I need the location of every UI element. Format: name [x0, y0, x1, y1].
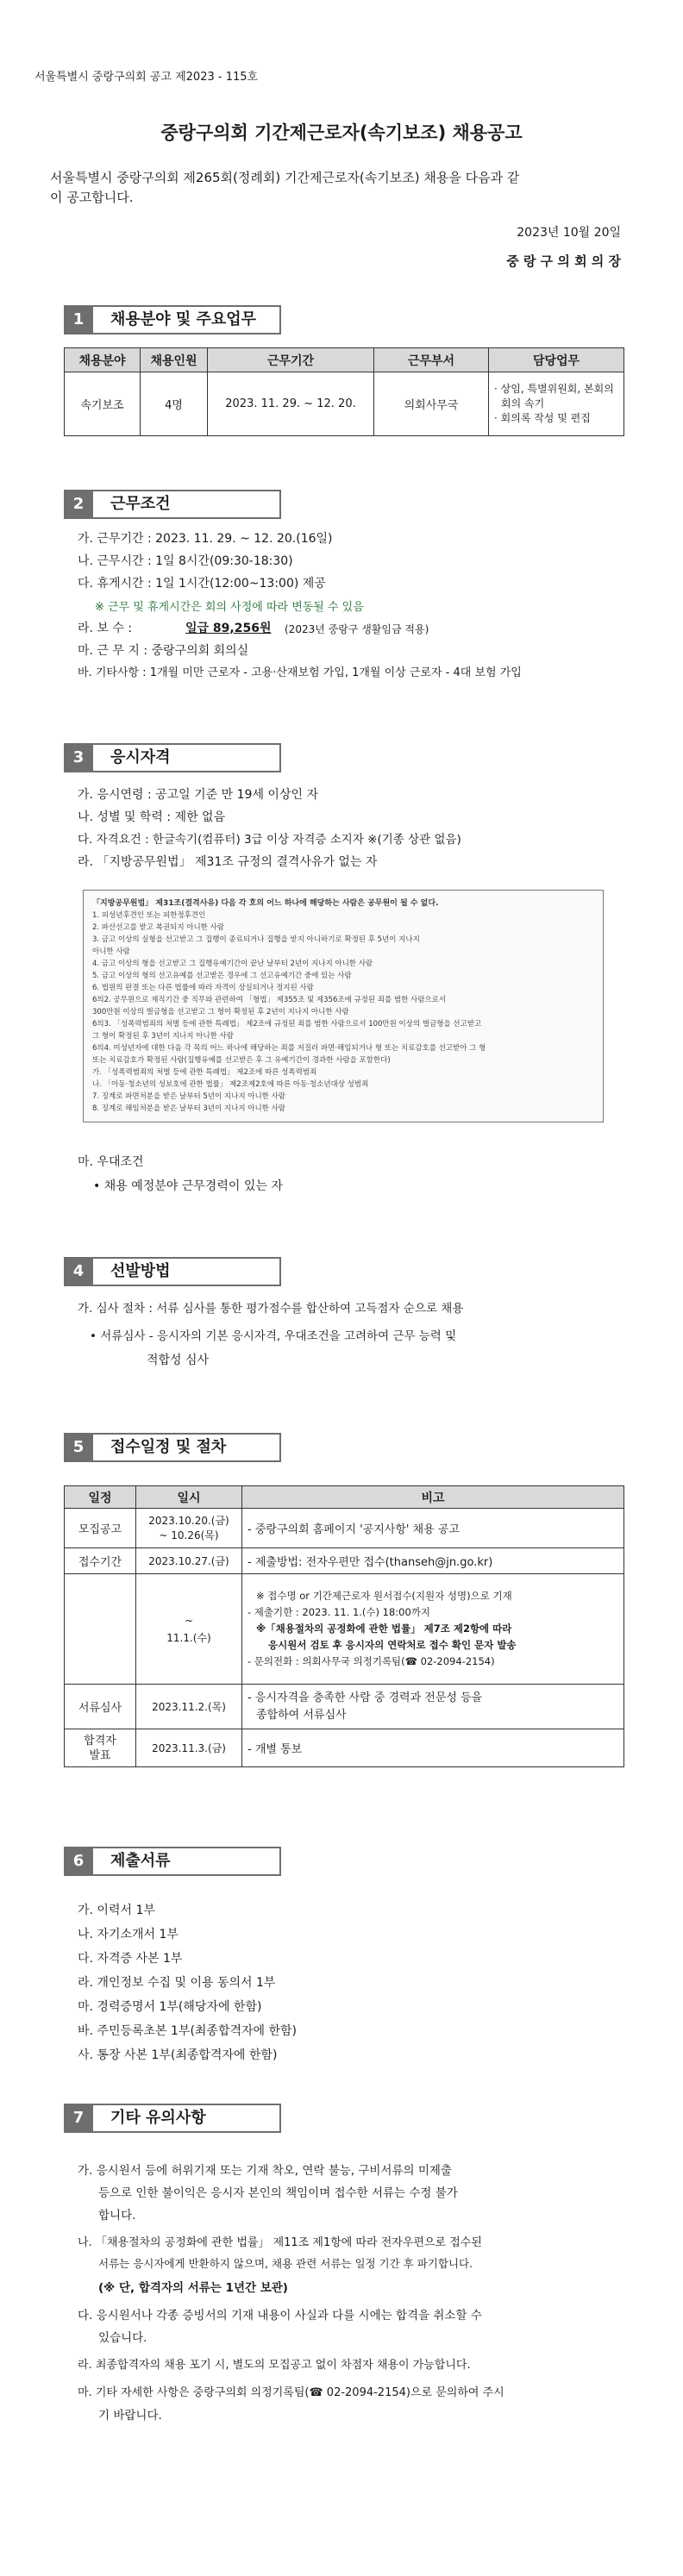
- notice-number: 서울특별시 중랑구의회 공고 제2023 - 115호: [34, 71, 259, 84]
- law-excerpt-box: [83, 890, 604, 1122]
- schedule-detail: ※ 접수명 or 기간제근로자 원서접수(지원자 성명)으로 기재: [256, 1590, 512, 1602]
- schedule-detail: - 제출기한 : 2023. 11. 1.(수) 18:00까지: [248, 1606, 431, 1618]
- note-line: 마. 기타 자세한 사항은 중랑구의회 의정기록팀(☎ 02-2094-2154)으로 문의하여 주시: [78, 2386, 504, 2399]
- document-item: 나. 자기소개서 1부: [78, 1928, 179, 1941]
- wage-note: (2023년 중랑구 생활임금 적용): [285, 623, 429, 635]
- section-title: 접수일정 및 절차: [93, 1433, 281, 1462]
- document-item: 사. 통장 사본 1부(최종합격자에 한함): [78, 2048, 278, 2062]
- section-number: 2: [64, 490, 93, 519]
- schedule-note: 종합하여 서류심사: [256, 1708, 347, 1722]
- document-item: 바. 주민등록초본 1부(최종합격자에 한함): [78, 2024, 298, 2038]
- schedule-name: 접수기간: [65, 1548, 136, 1574]
- condition-line: 라. 보 수 :: [78, 622, 133, 635]
- intro-line-1: 서울특별시 중랑구의회 제265회(정례회) 기간제근로자(속기보조) 채용을 다음과 같: [50, 170, 520, 185]
- col-header: 비고: [242, 1486, 624, 1509]
- schedule-date: 2023.10.20.(금): [148, 1514, 229, 1527]
- schedule-name: 모집공고: [65, 1509, 136, 1548]
- law-line: 가. 「성폭력범죄의 처벌 등에 관한 특례법」 제2조에 따른 성폭력범죄: [92, 1068, 317, 1077]
- note-line: 등으로 인한 불이익은 응시자 본인의 책임이며 접수한 서류는 수정 불가: [98, 2186, 458, 2200]
- job-dept: 의회사무국: [374, 372, 489, 436]
- notice-date: 2023년 10월 20일: [517, 226, 621, 240]
- schedule-note: - 제출방법: 전자우편만 접수(thanseh@jn.go.kr): [242, 1548, 624, 1574]
- section-number: 7: [64, 2104, 93, 2133]
- job-count: 4명: [141, 372, 208, 436]
- law-line: 7. 징계로 파면처분을 받은 날부터 5년이 지나지 아니한 사람: [92, 1092, 285, 1101]
- section-number: 1: [64, 305, 93, 335]
- intro-line-2: 이 공고합니다.: [50, 190, 134, 205]
- law-line: 2. 파산선고를 받고 복권되지 아니한 사람: [92, 923, 224, 932]
- law-line: 1. 피성년후견인 또는 피한정후견인: [92, 911, 206, 920]
- schedule-detail: ※「채용절차의 공정화에 관한 법률」 제7조 제2항에 따라: [256, 1623, 512, 1635]
- section-title: 근무조건: [93, 490, 281, 519]
- col-header: 일시: [136, 1486, 242, 1509]
- law-line: 5. 금고 이상의 형의 선고유예를 선고받은 경우에 그 선고유예기간 중에 있는 사람: [92, 972, 352, 980]
- col-header: 근무부서: [374, 348, 489, 372]
- law-line: 나. 「아동·청소년의 성보호에 관한 법률」 제2조제2호에 따른 아동·청소년대상 성범죄: [92, 1080, 369, 1089]
- schedule-detail: 응시원서 검토 후 응시자의 연락처로 접수 확인 문자 발송: [268, 1639, 517, 1651]
- note-line: (※ 단, 합격자의 서류는 1년간 보관): [98, 2281, 288, 2295]
- law-line: 300만원 이상의 벌금형을 선고받고 그 형이 확정된 후 2년이 지나지 아니한 사람: [92, 1008, 349, 1016]
- col-header: 채용분야: [65, 348, 141, 372]
- qualification-line: 가. 응시연령 : 공고일 기준 만 19세 이상인 자: [78, 788, 318, 802]
- schedule-date: ~ 10.26(목): [159, 1529, 219, 1541]
- duty-line: · 회의록 작성 및 편집: [494, 412, 591, 424]
- law-line: 그 형이 확정된 후 3년이 지나지 아니한 사람: [92, 1032, 234, 1041]
- schedule-name: 발표: [89, 1748, 111, 1762]
- schedule-date: 11.1.(수): [166, 1631, 211, 1644]
- schedule-name: 서류심사: [65, 1685, 136, 1729]
- schedule-name: 합격자: [84, 1734, 116, 1748]
- schedule-table: [64, 1485, 624, 1767]
- law-line: 「지방공무원법」 제31조(결격사유) 다음 각 호의 어느 하나에 해당하는 사람은 공무원이 될 수 없다.: [92, 899, 439, 908]
- note-line: 합니다.: [98, 2209, 136, 2223]
- schedule-date: ~: [184, 1614, 194, 1627]
- law-line: 8. 징계로 해임처분을 받은 날부터 3년이 지나지 아니한 사람: [92, 1104, 285, 1113]
- law-line: 6의3. 「성폭력범죄의 처벌 등에 관한 특례법」 제2조에 규정된 죄를 범한 사람으로서 100만원 이상의 벌금형을 선고받고: [92, 1020, 482, 1029]
- col-header: 채용인원: [141, 348, 208, 372]
- schedule-date: 2023.10.27.(금): [136, 1548, 242, 1574]
- section-title: 선발방법: [93, 1257, 281, 1286]
- section-title: 응시자격: [93, 743, 281, 772]
- condition-line: 바. 기타사항 : 1개월 미만 근로자 - 고용·산재보험 가입, 1개월 이상 근로자 - 4대 보험 가입: [78, 666, 522, 679]
- law-line: 아니한 사람: [92, 947, 130, 956]
- preference-item: • 채용 예정분야 근무경력이 있는 자: [93, 1179, 283, 1193]
- note-line: 가. 응시원서 등에 허위기재 또는 기재 착오, 연락 불능, 구비서류의 미제출: [78, 2164, 452, 2178]
- schedule-note: - 중랑구의회 홈페이지 '공지사항' 채용 공고: [242, 1509, 624, 1548]
- schedule-date: 2023.11.3.(금): [136, 1729, 242, 1767]
- selection-line: 적합성 심사: [147, 1354, 210, 1367]
- law-line: 4. 금고 이상의 형을 선고받고 그 집행유예기간이 끝난 날부터 2년이 지나지 아니한 사람: [92, 960, 373, 968]
- section-title: 제출서류: [93, 1847, 281, 1876]
- law-line: 6의4. 미성년자에 대한 다음 각 목의 어느 하나에 해당하는 죄를 저질러 파면·해임되거나 형 또는 치료감호를 선고받아 그 형: [92, 1044, 486, 1053]
- note-line: 있습니다.: [98, 2331, 147, 2345]
- qualification-line: 라. 「지방공무원법」 제31조 규정의 결격사유가 없는 자: [78, 855, 378, 869]
- note-line: 다. 응시원서나 각종 증빙서의 기재 내용이 사실과 다를 시에는 합격을 취소할 수: [78, 2309, 482, 2323]
- condition-note: ※ 근무 및 휴게시간은 회의 사정에 따라 변동될 수 있음: [95, 601, 364, 614]
- col-header: 일정: [65, 1486, 136, 1509]
- duty-line: 회의 속기: [501, 397, 545, 410]
- preference-title: 마. 우대조건: [78, 1155, 144, 1169]
- schedule-detail: - 문의전화 : 의회사무국 의정기록팀(☎ 02-2094-2154): [248, 1655, 495, 1667]
- condition-line: 가. 근무기간 : 2023. 11. 29. ~ 12. 20.(16일): [78, 532, 333, 546]
- note-line: 기 바랍니다.: [98, 2409, 162, 2423]
- note-line: 라. 최종합격자의 채용 포기 시, 별도의 모집공고 없이 차점자 채용이 가능합니다.: [78, 2359, 471, 2372]
- condition-line: 다. 휴게시간 : 1일 1시간(12:00~13:00) 제공: [78, 577, 326, 591]
- section-number: 5: [64, 1433, 93, 1462]
- note-line: 서류는 응시자에게 반환하지 않으며, 채용 관련 서류는 일정 기간 후 파기합니다.: [98, 2257, 473, 2270]
- document-item: 라. 개인정보 수집 및 이용 동의서 1부: [78, 1976, 276, 1990]
- col-header: 근무기간: [208, 348, 374, 372]
- duty-line: · 상임, 특별위원회, 본회의: [494, 383, 614, 395]
- page-title: 중랑구의회 기간제근로자(속기보조) 채용공고: [160, 122, 523, 143]
- job-field: 속기보조: [65, 372, 141, 436]
- job-table: [64, 347, 624, 436]
- section-number: 3: [64, 743, 93, 772]
- section-title: 기타 유의사항: [93, 2104, 281, 2133]
- selection-line: 가. 심사 절차 : 서류 심사를 통한 평가점수를 합산하여 고득점자 순으로 채용: [78, 1302, 464, 1316]
- document-item: 마. 경력증명서 1부(해당자에 한함): [78, 2000, 262, 2014]
- schedule-note: - 개별 통보: [242, 1729, 624, 1767]
- condition-line: 마. 근 무 지 : 중랑구의회 회의실: [78, 644, 249, 658]
- document-item: 가. 이력서 1부: [78, 1904, 155, 1917]
- law-line: 3. 금고 이상의 실형을 선고받고 그 집행이 종료되거나 집행을 받지 아니하기로 확정된 후 5년이 지나지: [92, 935, 420, 944]
- job-period: 2023. 11. 29. ~ 12. 20.: [208, 372, 374, 436]
- schedule-date: 2023.11.2.(목): [136, 1685, 242, 1729]
- qualification-line: 다. 자격요건 : 한글속기(컴퓨터) 3급 이상 자격증 소지자 ※(기종 상관 없음): [78, 833, 461, 847]
- law-line: 6의2. 공무원으로 재직기간 중 직무와 관련하여 「형법」 제355조 및 제356조에 규정된 죄를 범한 사람으로서: [92, 996, 447, 1004]
- selection-line: • 서류심사 - 응시자의 기본 응시자격, 우대조건을 고려하여 근무 능력 및: [90, 1329, 457, 1343]
- condition-line: 나. 근무시간 : 1일 8시간(09:30-18:30): [78, 554, 293, 568]
- issuer: 중 랑 구 의 회 의 장: [506, 253, 621, 269]
- section-title: 채용분야 및 주요업무: [93, 305, 281, 335]
- document-item: 다. 자격증 사본 1부: [78, 1952, 183, 1966]
- law-line: 또는 치료감호가 확정된 사람(집행유예를 선고받은 후 그 유예기간이 경과한 사람을 포함한다): [92, 1056, 391, 1065]
- daily-wage: 일급 89,256원: [185, 622, 272, 635]
- note-line: 나. 「채용절차의 공정화에 관한 법률」 제11조 제1항에 따라 전자우편으로 접수된: [78, 2236, 482, 2249]
- col-header: 담당업무: [489, 348, 624, 372]
- section-number: 4: [64, 1257, 93, 1286]
- qualification-line: 나. 성별 및 학력 : 제한 없음: [78, 810, 226, 824]
- schedule-note: - 응시자격을 충족한 사람 중 경력과 전문성 등을: [248, 1691, 483, 1704]
- section-number: 6: [64, 1847, 93, 1876]
- law-line: 6. 법원의 판결 또는 다른 법률에 따라 자격이 상실되거나 정지된 사람: [92, 984, 314, 992]
